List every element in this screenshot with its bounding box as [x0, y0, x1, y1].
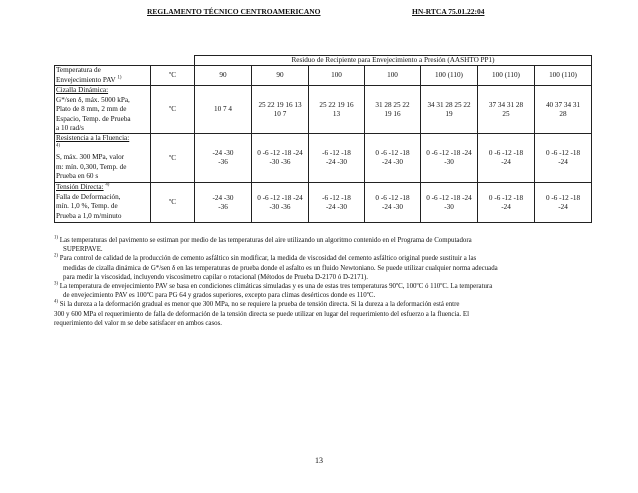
- value-cell: 0 -6 -12 -18 -24: [478, 134, 535, 183]
- footnote: [54, 254, 591, 282]
- value-cell: 10 7 4: [195, 86, 252, 134]
- value-cell: 31 28 25 22 19 16: [365, 86, 421, 134]
- value-cell: -6 -12 -18 -24 -30: [309, 183, 365, 223]
- value-cell: 0 -6 -12 -18 -24 -30: [365, 183, 421, 223]
- unit-cell: ºC: [151, 134, 195, 183]
- value-cell: 37 34 31 28 25: [478, 86, 535, 134]
- footnote-text: requerimiento del valor m se debe satisfacer en ambos casos.: [54, 319, 222, 327]
- page-number: 13: [315, 456, 323, 465]
- footnote-text: Para control de calidad de la producción de cemento asfáltico sin modificar, la medida de viscosidad del cemento asfáltico original puede sustituir a las: [59, 255, 477, 263]
- value-cell: 100 (110): [535, 66, 592, 86]
- footnote-ref: 1): [117, 75, 122, 81]
- footnote: [54, 236, 591, 254]
- footnote-marker: 1): [54, 235, 58, 241]
- header-regulation-title: REGLAMENTO TÉCNICO CENTROAMERICANO: [147, 7, 321, 16]
- footnote-text: Las temperaturas del pavimento se estiman por medio de las temperaturas del aire utilizando un algoritmo contenido en el Programa de Computadora: [59, 237, 472, 244]
- table-title-row: [55, 56, 592, 66]
- value-cell: 100 (110): [478, 66, 535, 86]
- value-cell: 0 -6 -12 -18 -24 -30: [421, 183, 478, 223]
- footnote-text: La temperatura de envejecimiento PAV se basa en condiciones climáticas simuladas y es una de estas tres temperaturas 90ºC, 100ºC ó 110ºC. La temperatura: [59, 283, 493, 291]
- property-line: Plato de 8 mm, 2 mm de: [56, 105, 127, 114]
- table-row: [55, 134, 592, 183]
- value-cell: 100: [309, 66, 365, 86]
- footnote: [54, 300, 591, 328]
- value-cell: 25 22 19 16 13 10 7: [252, 86, 309, 134]
- property-line: Prueba a 1,0 m/minuto: [56, 211, 122, 220]
- footnote-text: medidas de cizalla dinámica de G*/sen δ en las temperaturas de prueba donde el asfalto es un fluido Newtoniano. Se puede utilizar cualquier norma adecuada: [63, 264, 498, 272]
- property-line: Temperatura de: [56, 66, 101, 75]
- property-line: Falla de Deformación,: [56, 192, 121, 201]
- table-row: [55, 66, 592, 86]
- value-cell: 25 22 19 16 13: [309, 86, 365, 134]
- property-heading: Tensión Directa:: [56, 183, 104, 192]
- value-cell: -24 -30 -36: [195, 134, 252, 183]
- property-cell: [55, 66, 151, 86]
- property-heading: Resistencia a la Fluencia:: [56, 134, 130, 143]
- footnote: [54, 282, 591, 300]
- footnote-ref: 4): [105, 183, 110, 189]
- table-title: Residuo de Recipiente para Envejecimiento a Presión (AASHTO PP1): [195, 56, 592, 66]
- footnote-text: Si la dureza a la deformación gradual es menor que 300 MPa, no se requiere la prueba de tensión directa. Si la dureza a la deformación está entre: [59, 301, 460, 309]
- table-row: [55, 86, 592, 134]
- specification-table: [54, 55, 592, 223]
- header-document-code: HN-RTCA 75.01.22:04: [412, 7, 485, 16]
- unit-cell: ºC: [151, 66, 195, 86]
- property-cell: [55, 183, 151, 223]
- table-row: [55, 183, 592, 223]
- footnote-marker: 2): [54, 254, 58, 260]
- page-header: [0, 4, 638, 18]
- footnote-text: para medir la viscosidad, incluyendo viscosímetro capilar o rotacional (Métodos de Prueba D-2170 ó D-2171).: [63, 273, 369, 281]
- property-line: Prueba en 60 s: [56, 172, 99, 181]
- footnote-text: 300 y 600 MPa el requerimiento de falla de deformación de la tensión directa se puede utilizar en lugar del requerimiento del esfuerzo a la fluencia. El: [54, 310, 469, 318]
- value-cell: 0 -6 -12 -18 -24 -30: [421, 134, 478, 183]
- footnote-marker: 4): [54, 300, 58, 306]
- value-cell: 34 31 28 25 22 19: [421, 86, 478, 134]
- value-cell: 90: [195, 66, 252, 86]
- property-heading: Cizalla Dinámica:: [56, 86, 109, 95]
- value-cell: 0 -6 -12 -18 -24: [535, 183, 592, 223]
- property-line: a 10 rad/s: [56, 124, 84, 133]
- unit-cell: ºC: [151, 183, 195, 223]
- property-line: Espacio, Temp. de Prueba: [56, 114, 131, 123]
- value-cell: 0 -6 -12 -18 -24 -30 -36: [252, 183, 309, 223]
- footnote-ref: 4): [56, 143, 60, 149]
- value-cell: 0 -6 -12 -18 -24 -30 -36: [252, 134, 309, 183]
- unit-cell: ºC: [151, 86, 195, 134]
- footnote-text: de envejecimiento PAV es 100ºC para PG 64 y grados superiores, excepto para climas desérticos donde es 110ºC.: [63, 292, 376, 300]
- property-cell: [55, 86, 151, 134]
- value-cell: 100: [365, 66, 421, 86]
- value-cell: 0 -6 -12 -18 -24 -30: [365, 134, 421, 183]
- value-cell: -24 -30 -36: [195, 183, 252, 223]
- value-cell: 0 -6 -12 -18 -24: [535, 134, 592, 183]
- property-line: Envejecimiento PAV: [56, 75, 116, 84]
- property-line: mín. 1,0 %, Temp. de: [56, 202, 118, 211]
- footnote-text: SUPERPAVE.: [63, 246, 103, 254]
- value-cell: 90: [252, 66, 309, 86]
- value-cell: 0 -6 -12 -18 -24: [478, 183, 535, 223]
- value-cell: 100 (110): [421, 66, 478, 86]
- footnotes: [54, 236, 591, 328]
- value-cell: 40 37 34 31 28: [535, 86, 592, 134]
- property-cell: [55, 134, 151, 183]
- footnote-marker: 3): [54, 281, 58, 287]
- property-line: m: mín. 0,300, Temp. de: [56, 162, 127, 171]
- property-line: S, máx. 300 MPa, valor: [56, 153, 125, 162]
- property-line: G*/sen δ, máx. 5000 kPa,: [56, 95, 130, 104]
- value-cell: -6 -12 -18 -24 -30: [309, 134, 365, 183]
